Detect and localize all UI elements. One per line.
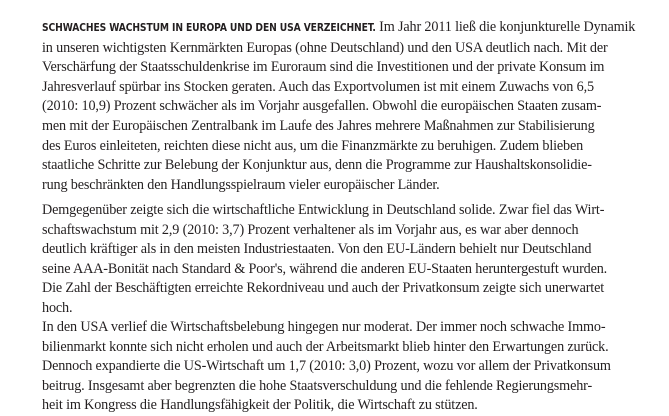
- text-line: (2010: 10,9) Prozent schwächer als im Vorjahr ausgefallen. Obwohl die europäischen Staaten zusam-: [42, 98, 602, 115]
- text-line: rung beschränkten den Handlungsspielraum vieler europäischer Länder.: [42, 176, 440, 193]
- text-line: schaftswachstum mit 2,9 (2010: 3,7) Prozent verhaltener als im Vorjahr aus, es war aber dennoch: [42, 221, 579, 238]
- text-line: Dennoch expandierte die US-Wirtschaft um 1,7 (2010: 3,0) Prozent, wozu vor allem der Privatkonsum: [42, 358, 611, 375]
- section-lead-in: SCHWACHES WACHSTUM IN EUROPA UND DEN USA VERZEICHNET.: [42, 23, 376, 34]
- text-line: In den USA verlief die Wirtschaftsbelebung hingegen nur moderat. Der immer noch schwache Immo-: [42, 319, 606, 335]
- text-line: Demgegenüber zeigte sich die wirtschaftliche Entwicklung in Deutschland solide. Zwar fiel das Wirt-: [42, 202, 605, 218]
- text-line: hoch.: [42, 299, 73, 316]
- text-line: Die Zahl der Beschäftigten erreichte Rekordniveau und auch der Privatkonsum zeigte sich unerwartet: [42, 280, 605, 297]
- text-line: heit im Kongress die Handlungsfähigkeit der Politik, die Wirtschaft zu stützen.: [42, 397, 478, 414]
- text-line: beitrug. Insgesamt aber begrenzten die hohe Staatsverschuldung und die fehlende Regierungsmehr-: [42, 377, 593, 394]
- text-line: SCHWACHES WACHSTUM IN EUROPA UND DEN USA VERZEICHNET. Im Jahr 2011 ließ die konjunkturelle Dynamik: [42, 19, 636, 35]
- paragraph-europe: [42, 18, 635, 195]
- text-line: in unseren wichtigsten Kernmärkten Europas (ohne Deutschland) und den USA deutlich nach. Mit der: [42, 39, 608, 56]
- text-line: des Euros einleiteten, reichten diese nicht aus, um die Finanzmärkte zu beruhigen. Zudem blieben: [42, 137, 584, 154]
- text-line: bilienmarkt konnte sich nicht erholen und auch der Arbeitsmarkt blieb hinter den Erwartungen zurück.: [42, 338, 609, 355]
- text-line: staatliche Schritte zur Belebung der Konjunktur aus, denn die Programme zur Haushaltskonsolidie-: [42, 157, 592, 174]
- text-line: men mit der Europäischen Zentralbank im Laufe des Jahres mehrere Maßnahmen zur Stabilisierung: [42, 117, 595, 134]
- paragraph-germany: [42, 201, 607, 319]
- text-line: seine AAA-Bonität nach Standard & Poor's, während die anderen EU-Staaten heruntergestuft wurden.: [42, 260, 608, 277]
- text-line: Verschärfung der Staatsschuldenkrise im Euroraum sind die Investitionen und der private Konsum im: [42, 59, 605, 76]
- text-line: Jahresverlauf spürbar ins Stocken geraten. Auch das Exportvolumen ist mit einem Zuwachs von 6,5: [42, 78, 594, 95]
- paragraph-usa: [42, 318, 611, 416]
- text-line: deutlich kräftiger als in den meisten Industriestaaten. Von den EU-Ländern behielt nur Deutschland: [42, 241, 592, 258]
